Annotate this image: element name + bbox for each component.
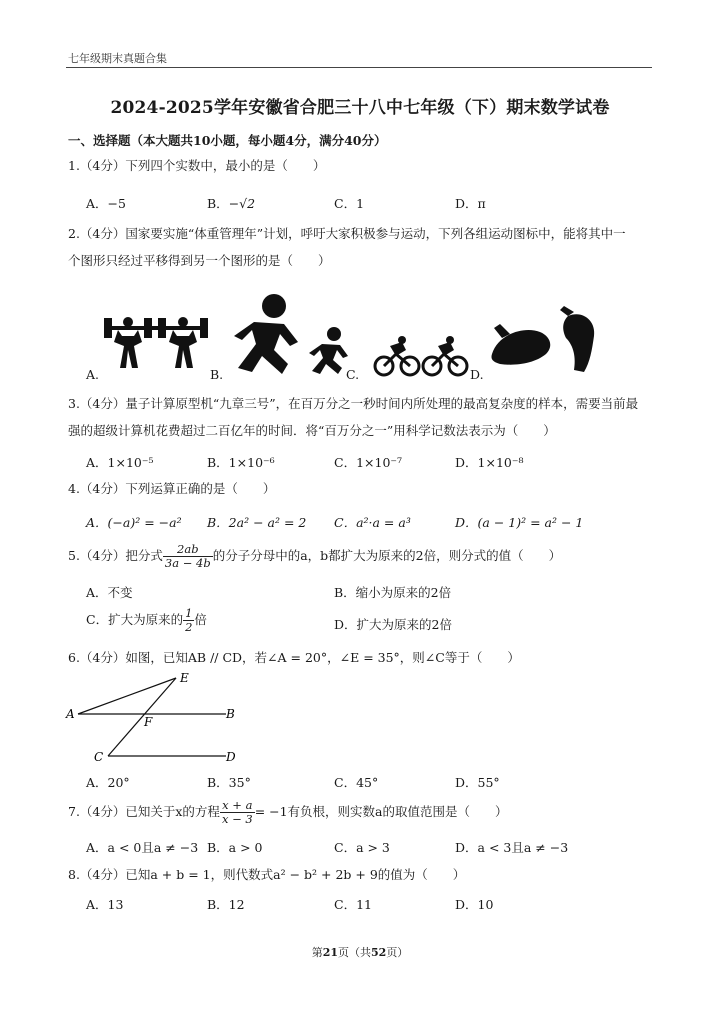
question-3-line-1: 3.（4分）量子计算原型机“九章三号”，在百万分之一秒时间内所处理的最高复杂度的样本，需要当前最 [68, 396, 639, 411]
question-2-line-1: 2.（4分）国家要实施“体重管理年”计划，呼吁大家积极参与运动，下列各组运动图标中，能将其中一 [68, 226, 626, 241]
q7-option-d: D．a < 3且a ≠ −3 [455, 840, 569, 855]
q3-option-a: A．1×10⁻⁵ [86, 455, 154, 470]
label-d: D [226, 750, 236, 764]
q8-option-a: A．13 [86, 897, 124, 912]
q3-option-b: B．1×10⁻⁶ [207, 455, 275, 470]
q2-icons-figure [84, 280, 644, 385]
q6-option-b: B．35° [207, 775, 251, 790]
q1-option-a: A．−5 [86, 196, 126, 211]
q7-option-b: B．a > 0 [207, 840, 263, 855]
header-rule [66, 67, 652, 68]
weightlifter-icons [104, 317, 208, 368]
page-total: 52 [371, 946, 387, 959]
label-b: B [226, 707, 235, 721]
question-4-stem: 4.（4分）下列运算正确的是（ ） [68, 481, 276, 496]
q8-option-b: B．12 [207, 897, 245, 912]
q4-option-c: C．a²·a = a³ [334, 515, 411, 530]
q6-geometry-figure [64, 668, 244, 770]
label-c: C [94, 750, 104, 764]
q4-option-d: D．(a − 1)² = a² − 1 [455, 515, 584, 530]
q8-option-d: D．10 [455, 897, 494, 912]
dancer-icons [491, 306, 594, 372]
q6-option-a: A．20° [86, 775, 130, 790]
page-header: 七年级期末真题合集 [68, 52, 167, 65]
q1-option-d: D．π [455, 196, 486, 211]
label-a: A [66, 707, 75, 721]
q1-option-c: C．1 [334, 196, 365, 211]
runner-icons [234, 294, 348, 374]
q5-option-d: D．扩大为原来的2倍 [334, 617, 452, 632]
question-7-stem: 7.（4分）已知关于x的方程 $\frac{x + a}{x - 3}$ = −1有负根，则实数a的取值范围是（ ） [68, 798, 508, 826]
label-f: F [144, 715, 153, 729]
q2-option-d: D. [470, 367, 484, 382]
cyclist-riders [390, 336, 454, 356]
page-number: 21 [322, 946, 338, 959]
q1-option-b: B．−√2 [207, 196, 256, 211]
question-2-line-2: 个图形只经过平移得到另一个图形的是（ ） [68, 253, 331, 268]
q5-option-a: A．不变 [86, 585, 133, 600]
q4-option-a: A．(−a)² = −a² [86, 515, 182, 530]
q4-option-b: B．2a² − a² = 2 [207, 515, 307, 530]
label-e: E [180, 671, 189, 685]
question-1-stem: 1.（4分）下列四个实数中，最小的是（ ） [68, 158, 326, 173]
q3-option-d: D．1×10⁻⁸ [455, 455, 524, 470]
q5-option-c: C．扩大为原来的 $\frac{1}{2}$ 倍 [86, 606, 207, 634]
segment-ec [108, 678, 176, 756]
q2-option-b: B. [210, 367, 224, 382]
q3-option-c: C．1×10⁻⁷ [334, 455, 403, 470]
question-8-stem: 8.（4分）已知a + b = 1，则代数式a² − b² + 2b + 9的值为（ ） [68, 867, 466, 882]
q7-option-a: A．a < 0且a ≠ −3 [86, 840, 199, 855]
q5-c-fraction: $\frac{1}{2}$ [185, 606, 193, 634]
question-3-line-2: 强的超级计算机花费超过二百亿年的时间．将“百万分之一”用科学记数法表示为（ ） [68, 423, 556, 438]
q5-option-b: B．缩小为原来的2倍 [334, 585, 452, 600]
page-footer: 第21页（共52页） [311, 946, 409, 959]
q6-option-d: D．55° [455, 775, 500, 790]
q8-option-c: C．11 [334, 897, 372, 912]
q2-option-c: C. [346, 367, 360, 382]
q7-option-c: C．a > 3 [334, 840, 390, 855]
segment-ae [78, 678, 176, 714]
q6-option-c: C．45° [334, 775, 379, 790]
q7-fraction: $\frac{x + a}{x - 3}$ [221, 798, 253, 826]
section-heading: 一、选择题（本大题共10小题，每小题4分，满分40分） [68, 133, 387, 148]
question-5-stem: 5.（4分）把分式 $\frac{2ab}{3a - 4b}$ 的分子分母中的a，b都扩大为原来的2倍，则分式的值（ ） [68, 542, 562, 570]
q2-option-a: A. [86, 367, 100, 382]
q5-fraction: $\frac{2ab}{3a - 4b}$ [164, 542, 211, 570]
exam-title: 2024-2025学年安徽省合肥三十八中七年级（下）期末数学试卷 [110, 98, 610, 118]
question-6-stem: 6.（4分）如图，已知AB // CD，若∠A = 20°，∠E = 35°，则∠C等于（ ） [68, 650, 520, 665]
